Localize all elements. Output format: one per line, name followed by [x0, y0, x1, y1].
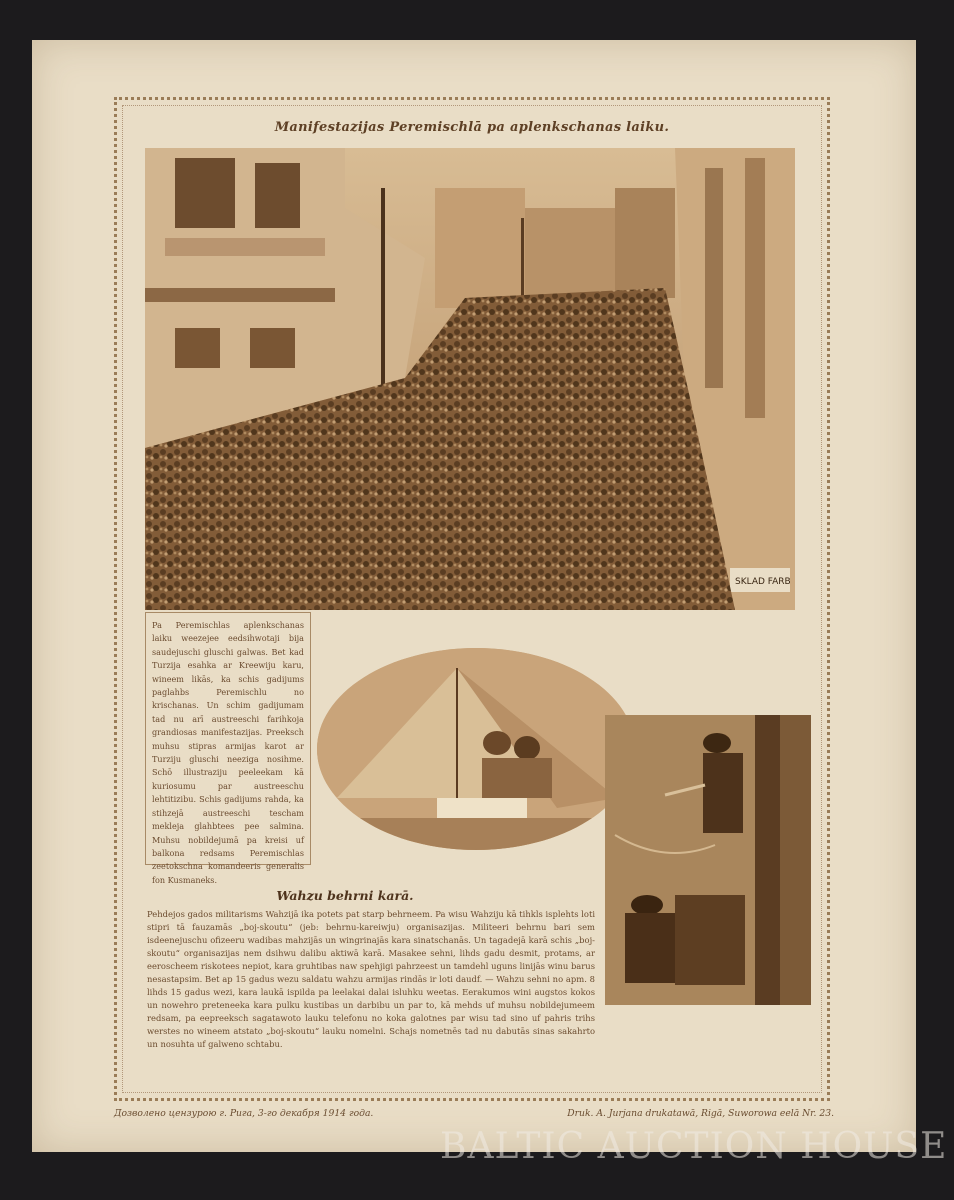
- boy-scouts-photo: [605, 715, 811, 1005]
- decorative-border: [114, 97, 830, 1101]
- photo-caption-box: [145, 612, 311, 885]
- oval-tent-photo: [317, 648, 635, 850]
- newspaper-page: [32, 40, 916, 1152]
- crowd-photo: [145, 148, 795, 610]
- article-body: Pehdejos gados militarisms Wahzijā ika potets pat starp behrneem. Pa wisu Wahziju kā tihkls isplehts loti stipri tā fauzamās „boj-skoutu“ (jeb: behrnu-kareiwju) organisazijas. Militeeri behrnu bari sem isdeenejuschu ofizeeru wadibas mahzijās un wingrinajās kara sinatschanās. Un tagadejā karā schis „boj-skoutu“ organisazijas nem dsihwu dalibu aktiwā karā. Masakee sehni, lihds gadu desmit, protams, ar eeroscheem riskotees nepiot, kara gruhtibas naw spehjigi pahrzeest un tamdehl uguns linijās winu barus nesastapsim. Bet ap 15 gadus wezu saldatu wahzu armijas rindās ir loti daudf. — Wahzu sehni no apm. 8 lihds 15 gadus wezi, kara laukā ispilda pa leelakai dalai isluhku weetas. Eerakumos wini augstos kokos un nowehro preteneeka kara pulku kustibas un darbibu un par to, kā mehds uf muhsu nobildejumeem redsam, pa eepreeksch sagatawoto lauku telefonu no koka galotnes par wisu tad sino uf pahris trihs werstes no wineem atstato „boj-skoutu“ lauku nomelni. Schajs nometnēs tad nu dabutās sinas sakahrto un nosuhta uf galweno schtabu.: [147, 909, 595, 1049]
- censorship-note: Дозволено цензурою г. Рига, 3-го декабря 1914 года.: [114, 1108, 374, 1119]
- page-title: Manifestazijas Peremischlā pa aplenkschanas laiku.: [274, 120, 670, 135]
- auction-watermark: BALTIC AUCTION HOUSE: [440, 1126, 948, 1167]
- shop-sign: SKLAD FARB: [735, 577, 791, 587]
- printer-note: Druk. A. Jurjana drukatawā, Rigā, Suworowa eelā Nr. 23.: [567, 1108, 834, 1119]
- photo-caption: Pa Peremischlas aplenkschanas laiku weezejee eedsihwotaji bija saudejuschi gluschi galwas. Bet kad Turzija esahka ar Kreewiju karu, wineem likās, ka schis gadijums paglahbs Peremischlu no krischanas. Un schim gadijumam tad nu arī austreeschi farihkoja grandiosas manifestazijas. Preeksch muhsu stipras armijas karot ar Turziju gluschi neeziga nosihme. Schō illustraziju peeleekam kā kuriosumu par austreeschu lehtitizibu. Schis gadijums rahda, ka stihzejā austreeschi tescham mekleja glahbtees pee salmina. Muhsu nobildejumā pa kreisi uf balkona redsams Peremischlas zeetokschna komandeeris generalis fon Kusmaneks.: [152, 620, 304, 885]
- page-footer: [114, 1108, 834, 1119]
- article-title: Wahzu behrni karā.: [276, 888, 414, 903]
